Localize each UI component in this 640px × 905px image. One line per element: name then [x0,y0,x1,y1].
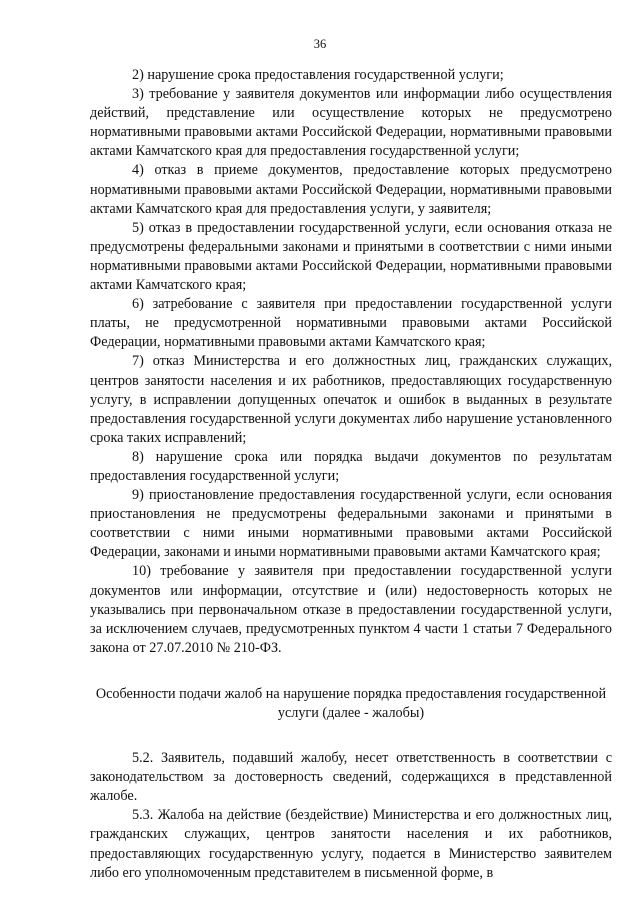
list-item-8: 8) нарушение срока или порядка выдачи документов по результатам предоставления государственной услуги; [90,448,612,484]
list-item-4: 4) отказ в приеме документов, предоставление которых предусмотрено нормативными правовыми актами Российской Федерации, нормативными правовыми актами Камчатского края для предоставления услуги, у заявителя; [90,162,612,217]
list-item-2: 2) нарушение срока предоставления государственной услуги; [132,67,504,83]
list-item-10: 10) требование у заявителя при предоставлении государственной услуги документов или информации, отсутствие и (или) недостоверность которых не указывались при первоначальном отказе в предоставлении государственной услуги, за исключением случаев, предусмотренных пунктом 4 части 1 статьи 7 Федерального закона от 27.07.2010 № 210-ФЗ. [90,563,612,656]
list-item-3: 3) требование у заявителя документов или информации либо осуществления действий, представление или осуществление которых не предусмотрено нормативными правовыми актами Российской Федерации, нормативными правовыми актами Камчатского края для предоставления государственной услуги; [90,86,612,160]
clause-5-3: 5.3. Жалоба на действие (бездействие) Министерства и его должностных лиц, гражданских служащих, центров занятости населения и их работников, предоставляющих государственную услугу, подается в Министерство заявителем либо его уполномоченным представителем в письменной форме, в [90,807,612,881]
section-heading: Особенности подачи жалоб на нарушение порядка предоставления государственной услуги (далее - жалобы) [95,685,607,721]
clause-5-2: 5.2. Заявитель, подавший жалобу, несет ответственность в соответствии с законодательством за достоверность сведений, содержащихся в представленной жалобе. [90,750,612,805]
list-item-9: 9) приостановление предоставления государственной услуги, если основания приостановления не предусмотрены федеральными законами и принятыми в соответствии с ними иными нормативными правовыми актами Российской Федерации, законами и иными нормативными правовыми актами Камчатского края; [90,487,612,561]
page-number: 36 [313,37,327,51]
list-item-7: 7) отказ Министерства и его должностных лиц, гражданских служащих, центров занятости населения и их работников, предоставляющих государственную услугу, в исправлении допущенных опечаток и ошибок в выданных в результате предоставления государственной услуги документах либо нарушение установленного срока таких исправлений; [90,353,612,446]
document-body [90,66,612,883]
list-item-5: 5) отказ в предоставлении государственной услуги, если основания отказа не предусмотрены федеральными законами и принятыми в соответствии с ними иными нормативными правовыми актами Российской Федерации, нормативными правовыми актами Камчатского края; [90,219,612,294]
list-item-6: 6) затребование с заявителя при предоставлении государственной услуги платы, не предусмотренной нормативными правовыми актами Российской Федерации, нормативными правовыми актами Камчатского края; [90,296,612,351]
